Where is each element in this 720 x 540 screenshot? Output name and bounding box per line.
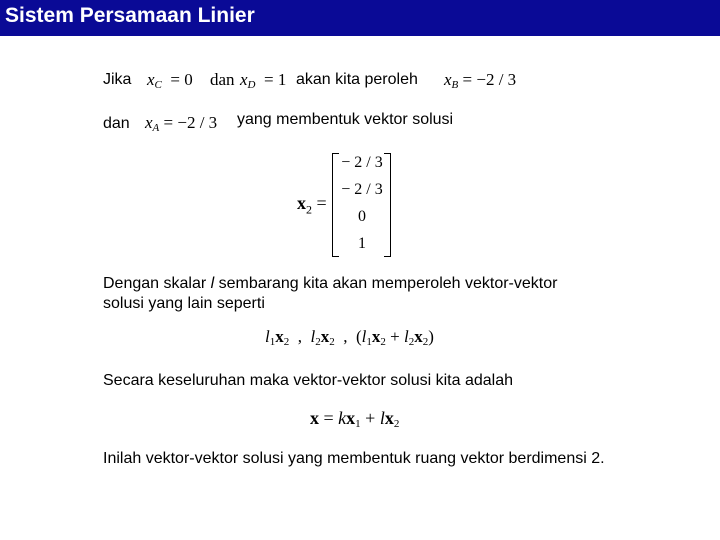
para2: Secara keseluruhan maka vektor-vektor solusi kita adalah — [103, 372, 513, 389]
jika-label: Jika — [103, 71, 132, 88]
solution-vector — [297, 150, 397, 258]
akan-kita-peroleh: akan kita peroleh — [296, 71, 418, 88]
vector-label: $x_2$ = — [297, 193, 327, 217]
dan-math-label: dan — [210, 70, 235, 89]
vector-entry-1: − 2 / 3 — [341, 154, 383, 171]
membentuk-text: yang membentuk vektor solusi — [237, 111, 454, 128]
slide-title: Sistem Persamaan Linier — [5, 4, 255, 27]
eq-xb: $x_B = -2 / 3$ — [444, 70, 517, 91]
vector-entry-3: 0 — [358, 208, 366, 225]
general-solution: $x = kx_1 + lx_2$ — [310, 408, 400, 430]
right-bracket — [384, 153, 391, 257]
dan-label: dan — [103, 115, 130, 132]
title-bar — [0, 0, 720, 36]
combos-expression: $l_1x_2$ , $l_2x_2$ , $(l_1x_2 + l_2x_2)$ — [265, 327, 434, 348]
left-bracket — [332, 153, 339, 257]
eq-xc: $x_C = 0$ — [147, 70, 193, 91]
para1-line1: Dengan skalar l sembarang kita akan memperoleh vektor-vektor — [103, 275, 558, 292]
eq-xa: $x_A = -2 / 3$ — [145, 113, 218, 134]
para3: Inilah vektor-vektor solusi yang membentuk ruang vektor berdimensi 2. — [103, 450, 605, 467]
vector-entry-4: 1 — [358, 235, 366, 252]
para1-line2: solusi yang lain seperti — [103, 295, 265, 312]
eq-xd: $x_D = 1$ — [240, 70, 287, 91]
vector-entry-2: − 2 / 3 — [341, 181, 383, 198]
